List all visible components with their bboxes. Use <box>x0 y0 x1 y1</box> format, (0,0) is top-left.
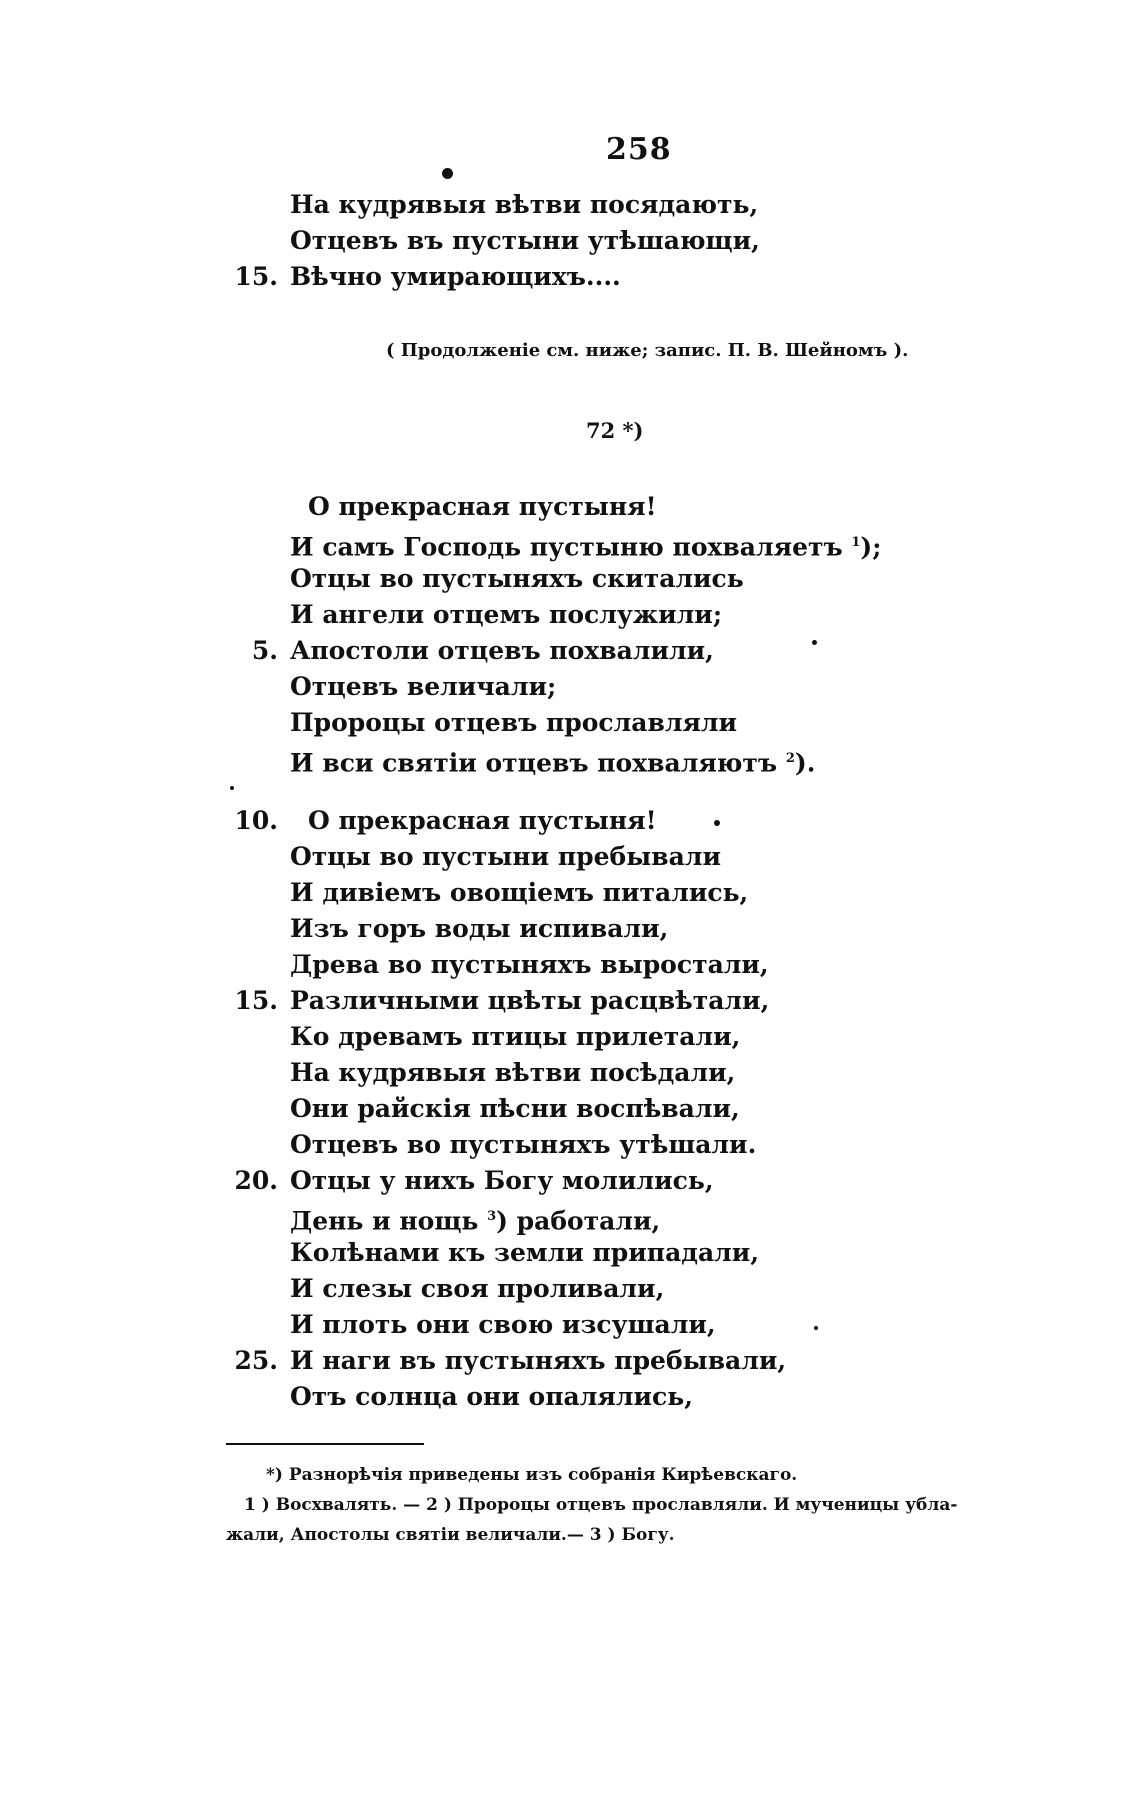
poem-line: Изъ горъ воды испивали, <box>290 914 669 943</box>
top-stanza-line: Отцевъ въ пустыни утѣшающи, <box>290 226 760 255</box>
poem-line: Древа во пустыняхъ выростали, <box>290 950 769 979</box>
line-number: 20. <box>234 1166 278 1195</box>
ink-dot <box>442 168 453 179</box>
poem-line: О прекрасная пустыня! <box>308 492 657 521</box>
poem-line: Отъ солнца они опалялись, <box>290 1382 693 1411</box>
poem-line-suffix: ). <box>794 748 816 778</box>
source-note: ( Продолженіе см. ниже; запис. П. В. Шейномъ ). <box>386 340 909 361</box>
section-number: 72 *) <box>586 418 644 443</box>
line-number: 5. <box>251 636 278 665</box>
page-number: 258 <box>606 132 672 167</box>
poem-line: И плоть они свою изсушали, <box>290 1310 716 1339</box>
poem-line: Различными цвѣты расцвѣтали, <box>290 986 770 1015</box>
line-number: 10. <box>234 806 278 835</box>
poem-line-text: И вси святіи отцевъ похваляютъ <box>290 748 778 778</box>
poem-line-suffix: ); <box>860 532 882 562</box>
poem-line: О прекрасная пустыня! <box>308 806 657 835</box>
poem-line-text: День и нощь <box>290 1206 479 1236</box>
ink-dot <box>814 1326 818 1330</box>
poem-line: Они райскія пѣсни воспѣвали, <box>290 1094 740 1123</box>
top-stanza-line: На кудрявыя вѣтви посядають, <box>290 190 759 219</box>
poem-line: И наги въ пустыняхъ пребывали, <box>290 1346 787 1375</box>
line-number: 15. <box>234 262 278 291</box>
footnote-marker: 3 <box>487 1209 497 1224</box>
poem-line: И слезы своя проливали, <box>290 1274 665 1303</box>
poem-line: Отцевъ величали; <box>290 672 557 701</box>
top-stanza-line: Вѣчно умирающихъ.... <box>290 262 621 291</box>
footnote-marker: 1 <box>851 535 861 550</box>
poem-line-text: И самъ Господь пустыню похваляетъ <box>290 532 843 562</box>
footnote-marker: 2 <box>785 751 795 766</box>
poem-line <box>290 744 815 778</box>
poem-line: Отцы во пустыняхъ скитались <box>290 564 744 593</box>
ink-dot <box>812 640 817 645</box>
poem-line: Отцевъ во пустыняхъ утѣшали. <box>290 1130 757 1159</box>
poem-line: И дивіемъ овощіемъ питались, <box>290 878 749 907</box>
ink-dot <box>230 786 234 790</box>
poem-line <box>290 528 881 562</box>
footnote-line: жали, Апостолы святіи величали.— 3 ) Богу. <box>226 1525 675 1545</box>
poem-line: Ко древамъ птицы прилетали, <box>290 1022 741 1051</box>
line-number: 15. <box>234 986 278 1015</box>
poem-line: Колѣнами къ земли припадали, <box>290 1238 760 1267</box>
poem-line: Апостоли отцевъ похвалили, <box>290 636 714 665</box>
poem-line: Отцы у нихъ Богу молились, <box>290 1166 714 1195</box>
footnote-rule <box>226 1443 424 1445</box>
poem-line: Отцы во пустыни пребывали <box>290 842 722 871</box>
poem-line: На кудрявыя вѣтви посѣдали, <box>290 1058 736 1087</box>
footnote-line: *) Разнорѣчія приведены изъ собранія Кирѣевскаго. <box>266 1465 798 1485</box>
poem-line: Пророцы отцевъ прославляли <box>290 708 738 737</box>
footnote-line: 1 ) Восхвалять. — 2 ) Пророцы отцевъ прославляли. И мученицы убла- <box>244 1495 958 1515</box>
poem-line-suffix: ) работали, <box>496 1206 661 1236</box>
line-number: 25. <box>234 1346 278 1375</box>
ink-dot <box>714 820 720 826</box>
poem-line: И ангели отцемъ послужили; <box>290 600 723 629</box>
poem-line <box>290 1202 660 1236</box>
